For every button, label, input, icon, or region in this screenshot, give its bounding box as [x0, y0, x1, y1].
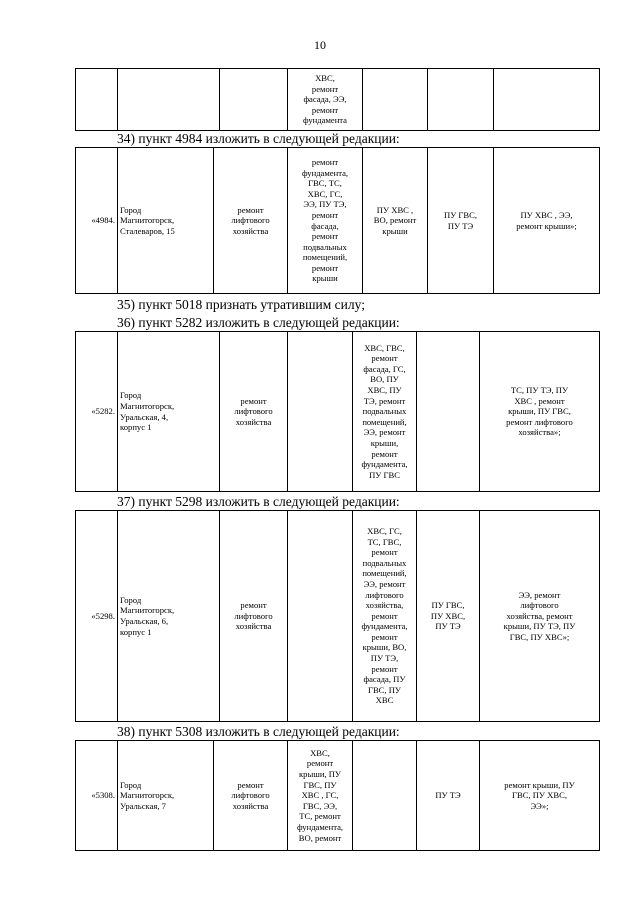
table-item-5298	[75, 510, 600, 722]
cell-number: «5282.	[76, 332, 118, 492]
cell-works-a	[288, 332, 353, 492]
cell-works-a	[288, 511, 353, 722]
cell-works-b	[363, 69, 428, 131]
cell-works-c: ПУ ГВС, ПУ ХВС, ПУ ТЭ	[417, 511, 480, 722]
cell-works-d: ремонт крыши, ПУ ГВС, ПУ ХВС, ЭЭ»;	[480, 741, 600, 851]
cell-number: «5308.	[76, 741, 118, 851]
table-row	[76, 741, 600, 851]
cell-works-b: ХВС, ГС, ТС, ГВС, ремонт подвальных помещений, ЭЭ, ремонт лифтового хозяйства, ремонт фундамента, ремонт крыши, ВО, ПУ ТЭ, ремонт фасада, ПУ ГВС, ПУ ХВС	[353, 511, 417, 722]
cell-address	[118, 69, 220, 131]
cell-address: Город Магнитогорск, Уральская, 4, корпус 1	[118, 332, 220, 492]
cell-works-d	[494, 69, 600, 131]
heading-item-35: 35) пункт 5018 признать утратившим силу;	[117, 297, 365, 312]
cell-works-d: ТС, ПУ ТЭ, ПУ ХВС , ремонт крыши, ПУ ГВС, ремонт лифтового хозяйства»;	[480, 332, 600, 492]
heading-item-38: 38) пункт 5308 изложить в следующей редакции:	[117, 724, 400, 739]
table-row	[76, 148, 600, 294]
cell-works-c: ПУ ГВС, ПУ ТЭ	[428, 148, 494, 294]
cell-works-b: ХВС, ГВС, ремонт фасада, ГС, ВО, ПУ ХВС, ПУ ТЭ, ремонт подвальных помещений, ЭЭ, ремонт крыши, ремонт фундамента, ПУ ГВС	[353, 332, 417, 492]
table-row	[76, 69, 600, 131]
cell-address: Город Магнитогорск, Сталеваров, 15	[118, 148, 214, 294]
cell-works-c	[428, 69, 494, 131]
cell-address: Город Магнитогорск, Уральская, 6, корпус 1	[118, 511, 220, 722]
cell-work	[220, 69, 288, 131]
cell-works-c	[417, 332, 480, 492]
cell-number	[76, 69, 118, 131]
cell-works-a: ХВС, ремонт крыши, ПУ ГВС, ПУ ХВС , ГС, ГВС, ЭЭ, ТС, ремонт фундамента, ВО, ремонт	[288, 741, 353, 851]
cell-number: «5298.	[76, 511, 118, 722]
cell-works-d: ПУ ХВС , ЭЭ, ремонт крыши»;	[494, 148, 600, 294]
table-row	[76, 332, 600, 492]
table-continued	[75, 68, 600, 131]
cell-works-a: ХВС, ремонт фасада, ЭЭ, ремонт фундамента	[288, 69, 363, 131]
cell-work: ремонт лифтового хозяйства	[214, 741, 288, 851]
table-item-5282	[75, 331, 600, 492]
cell-address: Город Магнитогорск, Уральская, 7	[118, 741, 214, 851]
table-row	[76, 511, 600, 722]
cell-work: ремонт лифтового хозяйства	[214, 148, 288, 294]
cell-works-b: ПУ ХВС , ВО, ремонт крыши	[363, 148, 428, 294]
cell-work: ремонт лифтового хозяйства	[220, 332, 288, 492]
cell-work: ремонт лифтового хозяйства	[220, 511, 288, 722]
cell-works-a: ремонт фундамента, ГВС, ТС, ХВС, ГС, ЭЭ, ПУ ТЭ, ремонт фасада, ремонт подвальных помещений, ремонт крыши	[288, 148, 363, 294]
cell-number: «4984.	[76, 148, 118, 294]
table-item-5308	[75, 740, 600, 851]
cell-works-c: ПУ ТЭ	[417, 741, 480, 851]
cell-works-b	[353, 741, 417, 851]
heading-item-36: 36) пункт 5282 изложить в следующей редакции:	[117, 315, 400, 330]
page-number: 10	[314, 38, 326, 52]
table-item-4984	[75, 147, 600, 294]
cell-works-d: ЭЭ, ремонт лифтового хозяйства, ремонт крыши, ПУ ТЭ, ПУ ГВС, ПУ ХВС»;	[480, 511, 600, 722]
heading-item-34: 34) пункт 4984 изложить в следующей редакции:	[117, 131, 400, 146]
heading-item-37: 37) пункт 5298 изложить в следующей редакции:	[117, 494, 400, 509]
